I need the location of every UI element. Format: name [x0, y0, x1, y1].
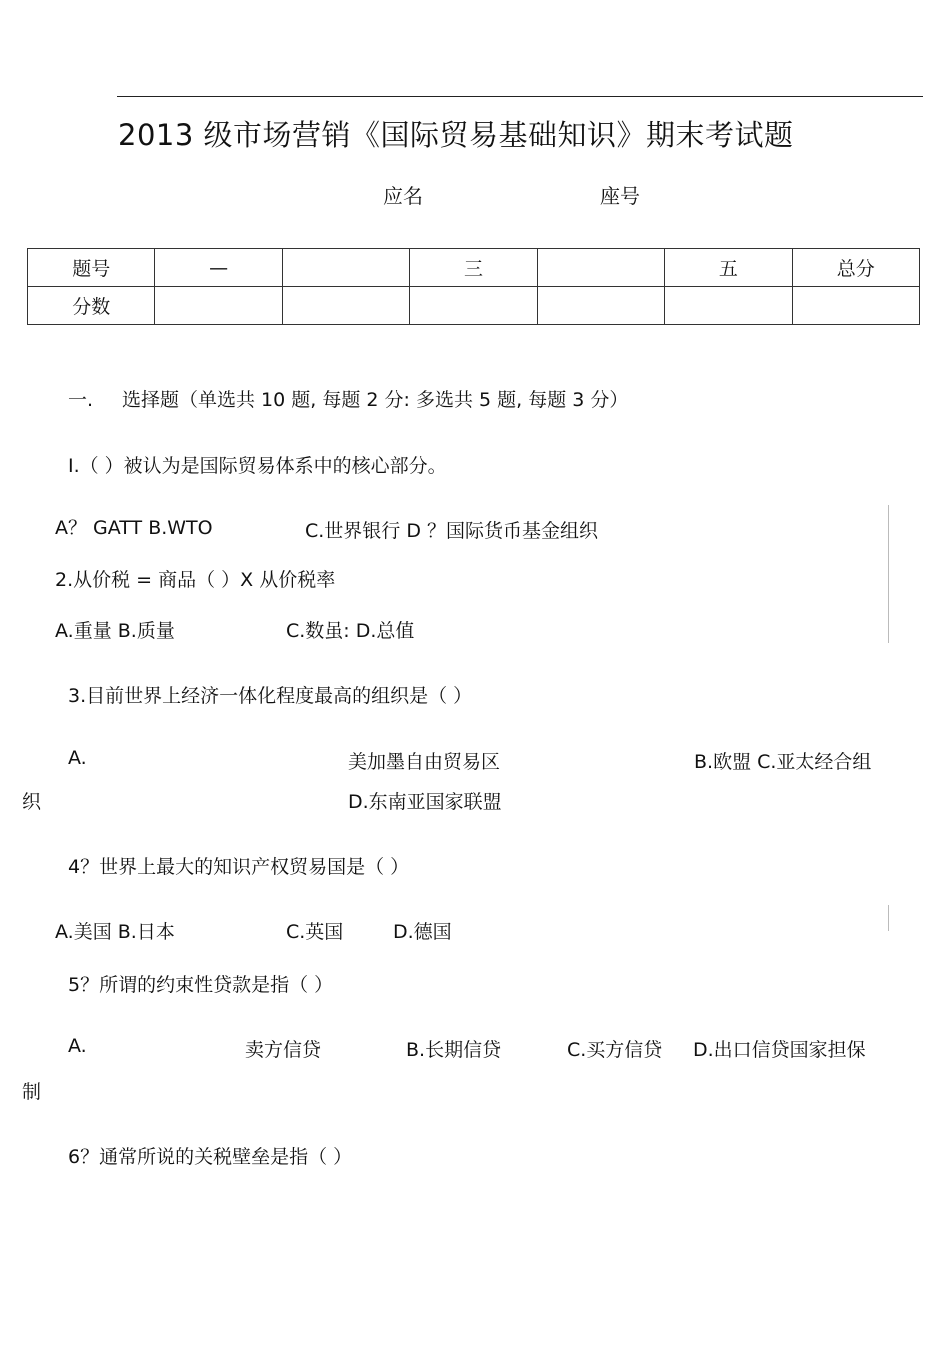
name-label: 应名 — [383, 184, 423, 208]
question-option: A. — [68, 747, 87, 769]
question-stem: I.（ ）被认为是国际贸易体系中的核心部分。 — [68, 455, 447, 477]
question-stem: 4？世界上最大的知识产权贸易国是（ ） — [68, 856, 410, 878]
question-option: B.欧盟 C.亚太经合组 — [694, 751, 872, 773]
question-option: 卖方信贷 — [245, 1039, 322, 1061]
question-stem: 5？所谓的约束性贷款是指（ ） — [68, 974, 334, 996]
question-option: D.东南亚国家联盟 — [348, 791, 502, 813]
table-cell — [282, 287, 409, 325]
question-stem: 2.从价税 = 商品（ ）X 从价税率 — [55, 569, 336, 591]
question-option: C.买方信贷 — [567, 1039, 663, 1061]
question-stem: 3.目前世界上经济一体化程度最高的组织是（ ） — [68, 685, 473, 707]
table-cell — [537, 287, 664, 325]
table-cell — [792, 287, 919, 325]
question-option: D.德国 — [393, 921, 452, 943]
margin-line — [888, 905, 889, 931]
question-option: A.重量 B.质量 — [55, 620, 175, 642]
question-option: A. — [68, 1035, 87, 1057]
question-option: C.英国 — [286, 921, 344, 943]
table-cell: 五 — [665, 249, 792, 287]
table-cell — [537, 249, 664, 287]
table-cell — [410, 287, 537, 325]
seat-label: 座号 — [600, 184, 640, 208]
table-cell: 题号 — [28, 249, 155, 287]
section-heading: 选择题（单选共 10 题, 每题 2 分: 多选共 5 题, 每题 3 分） — [122, 389, 629, 411]
table-cell: — — [155, 249, 282, 287]
table-cell: 分数 — [28, 287, 155, 325]
question-stem: 6？通常所说的关税壁垒是指（ ） — [68, 1146, 353, 1168]
question-option: D.出口信贷国家担保 — [693, 1039, 866, 1061]
question-option: 织 — [22, 791, 42, 813]
table-cell — [282, 249, 409, 287]
question-option: A？ GATT B.WTO — [55, 517, 213, 539]
score-table-score-row — [28, 287, 920, 325]
question-option: 制 — [22, 1081, 42, 1103]
section-number: 一. — [68, 389, 94, 411]
table-cell: 总分 — [792, 249, 919, 287]
score-table — [27, 248, 920, 325]
question-option: C.数虽: D.总值 — [286, 620, 415, 642]
score-table-header-row — [28, 249, 920, 287]
top-rule — [117, 96, 923, 97]
table-cell: 三 — [410, 249, 537, 287]
question-option: B.长期信贷 — [406, 1039, 502, 1061]
table-cell — [665, 287, 792, 325]
question-option: 美加墨自由贸易区 — [348, 751, 501, 773]
question-option: A.美国 B.日本 — [55, 921, 175, 943]
table-cell — [155, 287, 282, 325]
page-title: 2013 级市场营销《国际贸易基础知识》期末考试题 — [118, 118, 794, 152]
margin-line — [888, 505, 889, 643]
question-option: C.世界银行 D ？国际货币基金组织 — [305, 520, 599, 542]
